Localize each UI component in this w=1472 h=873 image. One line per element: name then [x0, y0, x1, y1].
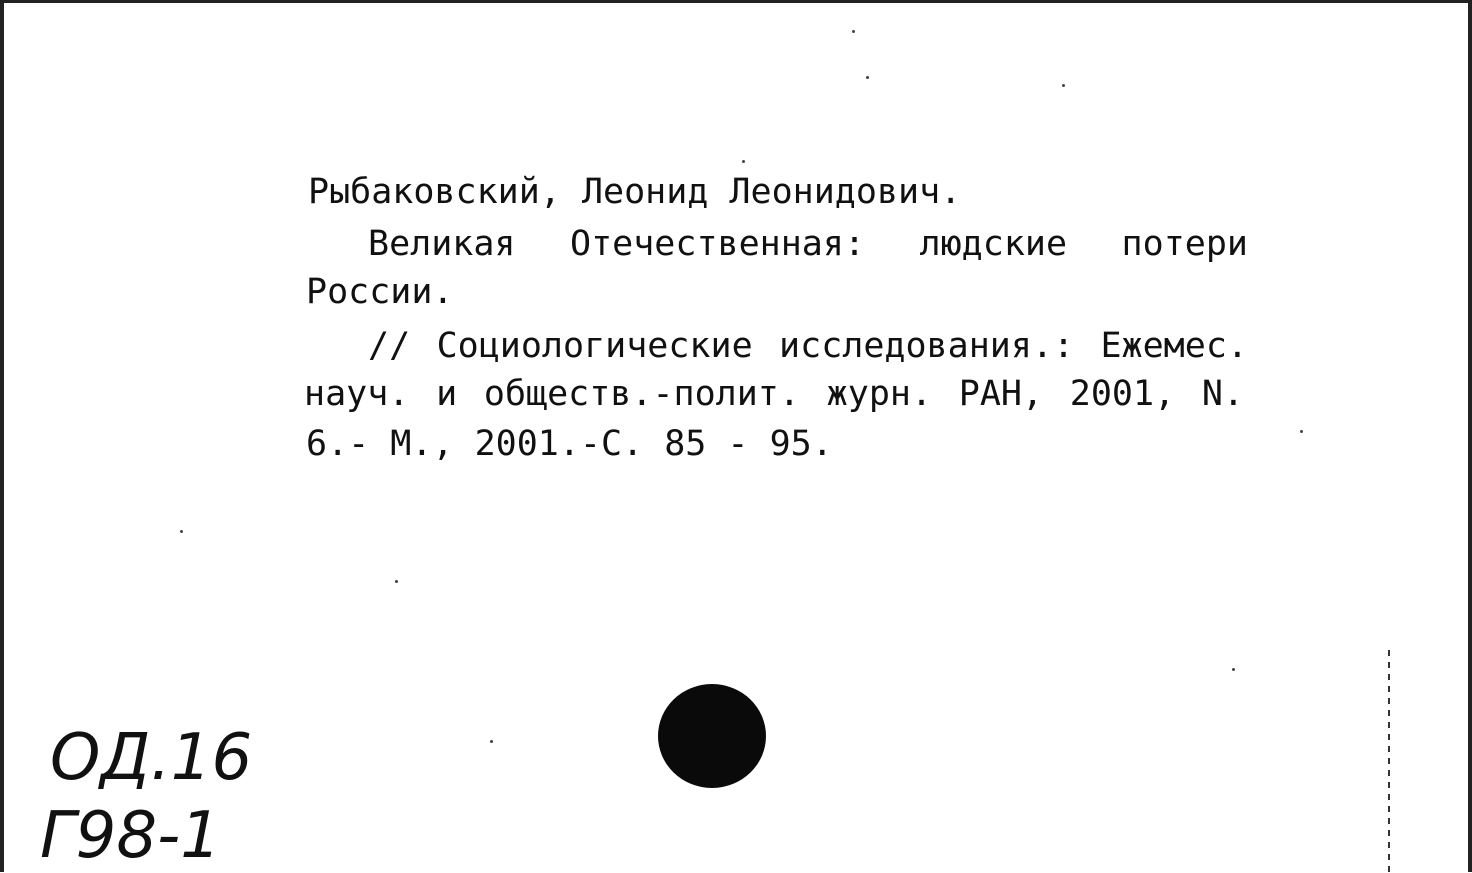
scan-speck [395, 580, 398, 583]
source-word: исследования.: [779, 326, 1075, 366]
source-word: // [368, 326, 411, 366]
source-word: 2001, [1069, 374, 1176, 414]
source-word: обществ.-полит. [483, 374, 800, 414]
title-line [368, 224, 1248, 264]
title-continuation: России. [306, 272, 454, 312]
scan-speck [1232, 668, 1235, 671]
scan-speck [852, 30, 855, 33]
source-word: Социологические [436, 326, 753, 366]
source-word: журн. [826, 374, 933, 414]
shelfmark-line-1: ОД.16 [50, 721, 253, 795]
card-right-edge [1468, 0, 1472, 872]
punch-hole [658, 684, 766, 788]
scan-speck [1300, 430, 1303, 433]
scan-speck [490, 740, 493, 743]
source-word: и [436, 374, 458, 414]
scan-speck [866, 76, 869, 79]
scan-speck [1062, 84, 1065, 87]
title-word: Отечественная: [570, 224, 866, 264]
shelfmark-line-2: Г98-1 [40, 799, 221, 873]
source-word: Ежемес. [1100, 326, 1248, 366]
scan-speck [180, 530, 183, 533]
source-line-1 [368, 326, 1248, 366]
scan-speck [742, 160, 745, 163]
source-line-2 [304, 374, 1244, 414]
title-word: Великая [368, 224, 516, 264]
source-word: N. [1201, 374, 1244, 414]
card-top-edge [0, 0, 1472, 3]
author-line: Рыбаковский, Леонид Леонидович. [308, 172, 962, 212]
card-inner-dotted-edge [1388, 650, 1390, 872]
source-word: науч. [304, 374, 410, 414]
source-line-3: 6.- М., 2001.-С. 85 - 95. [306, 424, 833, 464]
card-left-edge [0, 0, 4, 872]
source-word: РАН, [958, 374, 1044, 414]
title-word: людские [919, 224, 1068, 264]
title-word: потери [1121, 224, 1248, 264]
